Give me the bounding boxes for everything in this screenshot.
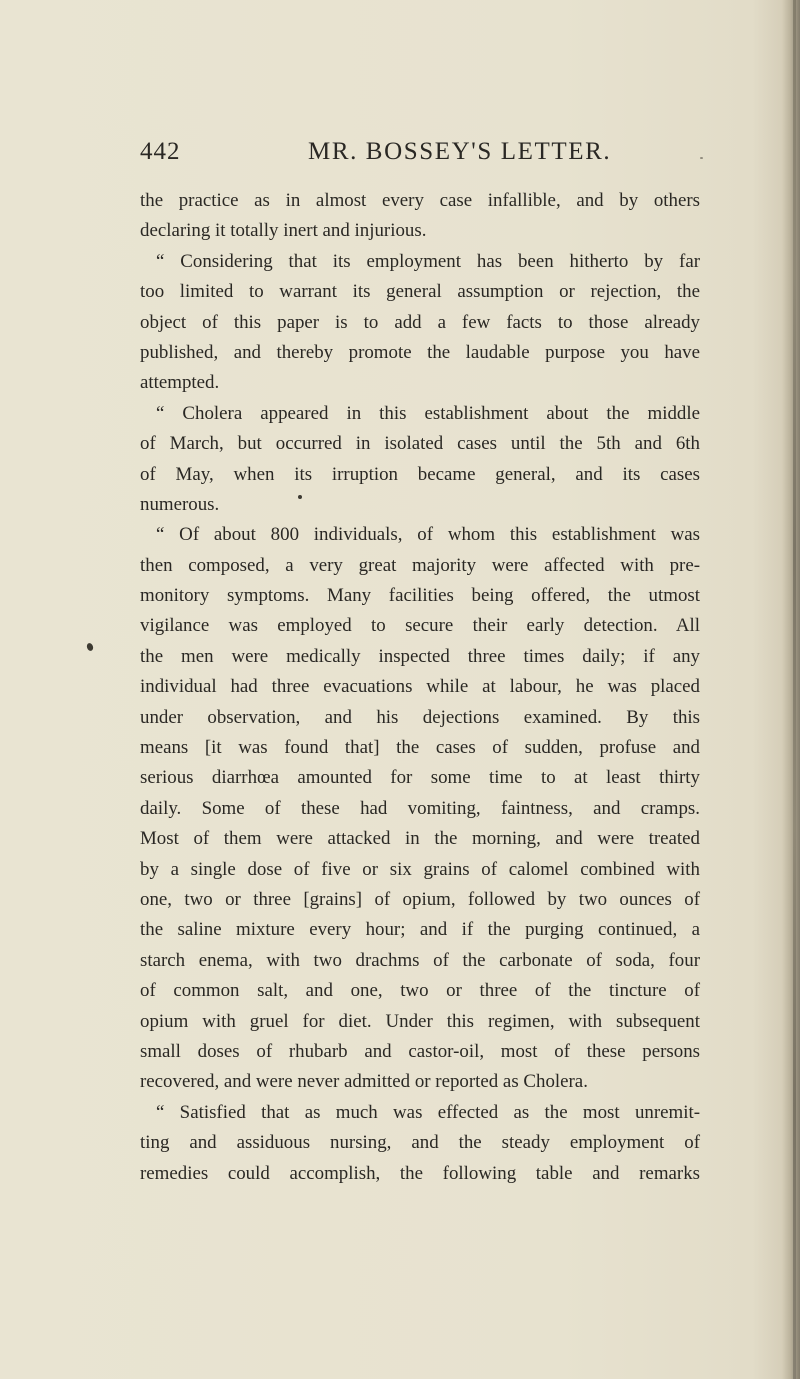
ink-speck — [298, 495, 302, 499]
text-line: “ Considering that its employment has been hitherto by far — [156, 250, 700, 272]
text-line: of March, but occurred in isolated cases until the 5th and 6th — [140, 433, 700, 455]
text-line: under observation, and his dejections examined. By this — [140, 706, 700, 728]
text-line: by a single dose of five or six grains of calomel combined with — [140, 858, 700, 880]
text-line: declaring it totally inert and injurious. — [140, 220, 427, 242]
text-line: of common salt, and one, two or three of the tincture of — [140, 980, 700, 1002]
page-edge — [793, 0, 796, 1379]
text-line: daily. Some of these had vomiting, faintness, and cramps. — [140, 797, 700, 819]
text-line: attempted. — [140, 372, 220, 394]
text-line: numerous. — [140, 493, 220, 515]
text-line: monitory symptoms. Many facilities being offered, the utmost — [140, 585, 700, 607]
text-line: remedies could accomplish, the following table and remarks — [140, 1162, 700, 1184]
running-title: MR. BOSSEY'S LETTER. — [308, 138, 612, 165]
text-line: opium with gruel for diet. Under this regimen, with subsequent — [140, 1010, 700, 1032]
text-line: means [it was found that] the cases of sudden, profuse and — [140, 737, 700, 759]
text-line: ting and assiduous nursing, and the steady employment of — [140, 1132, 700, 1154]
text-line: object of this paper is to add a few facts to those already — [140, 311, 700, 333]
text-line: vigilance was employed to secure their early detection. All — [140, 615, 700, 637]
text-line: the saline mixture every hour; and if the purging continued, a — [140, 919, 700, 941]
text-line: “ Of about 800 individuals, of whom this establishment was — [156, 524, 700, 546]
text-line: small doses of rhubarb and castor-oil, most of these persons — [140, 1040, 700, 1062]
page-edge-shadow — [782, 0, 800, 1379]
ink-speck — [700, 157, 703, 159]
text-line: “ Satisfied that as much was effected as the most unremit- — [156, 1101, 700, 1123]
page-number: 442 — [140, 138, 181, 165]
text-line: serious diarrhœa amounted for some time to at least thirty — [140, 767, 700, 789]
running-head — [140, 138, 700, 172]
text-line: the practice as in almost every case infallible, and by others — [140, 190, 700, 211]
text-line: too limited to warrant its general assumption or rejection, the — [140, 281, 700, 303]
text-line: then composed, a very great majority were affected with pre- — [140, 554, 700, 576]
text-line: of May, when its irruption became general, and its cases — [140, 463, 700, 485]
text-line: one, two or three [grains] of opium, followed by two ounces of — [140, 888, 700, 910]
ink-speck — [86, 642, 94, 652]
text-line: Most of them were attacked in the morning, and were treated — [140, 828, 700, 850]
text-line: published, and thereby promote the laudable purpose you have — [140, 341, 700, 363]
text-line: starch enema, with two drachms of the carbonate of soda, four — [140, 949, 700, 971]
body-text — [140, 186, 700, 1189]
text-line: recovered, and were never admitted or reported as Cholera. — [140, 1071, 588, 1093]
text-line: the men were medically inspected three times daily; if any — [140, 645, 700, 667]
text-line: “ Cholera appeared in this establishment about the middle — [156, 402, 700, 424]
text-line: individual had three evacuations while at labour, he was placed — [140, 676, 700, 698]
